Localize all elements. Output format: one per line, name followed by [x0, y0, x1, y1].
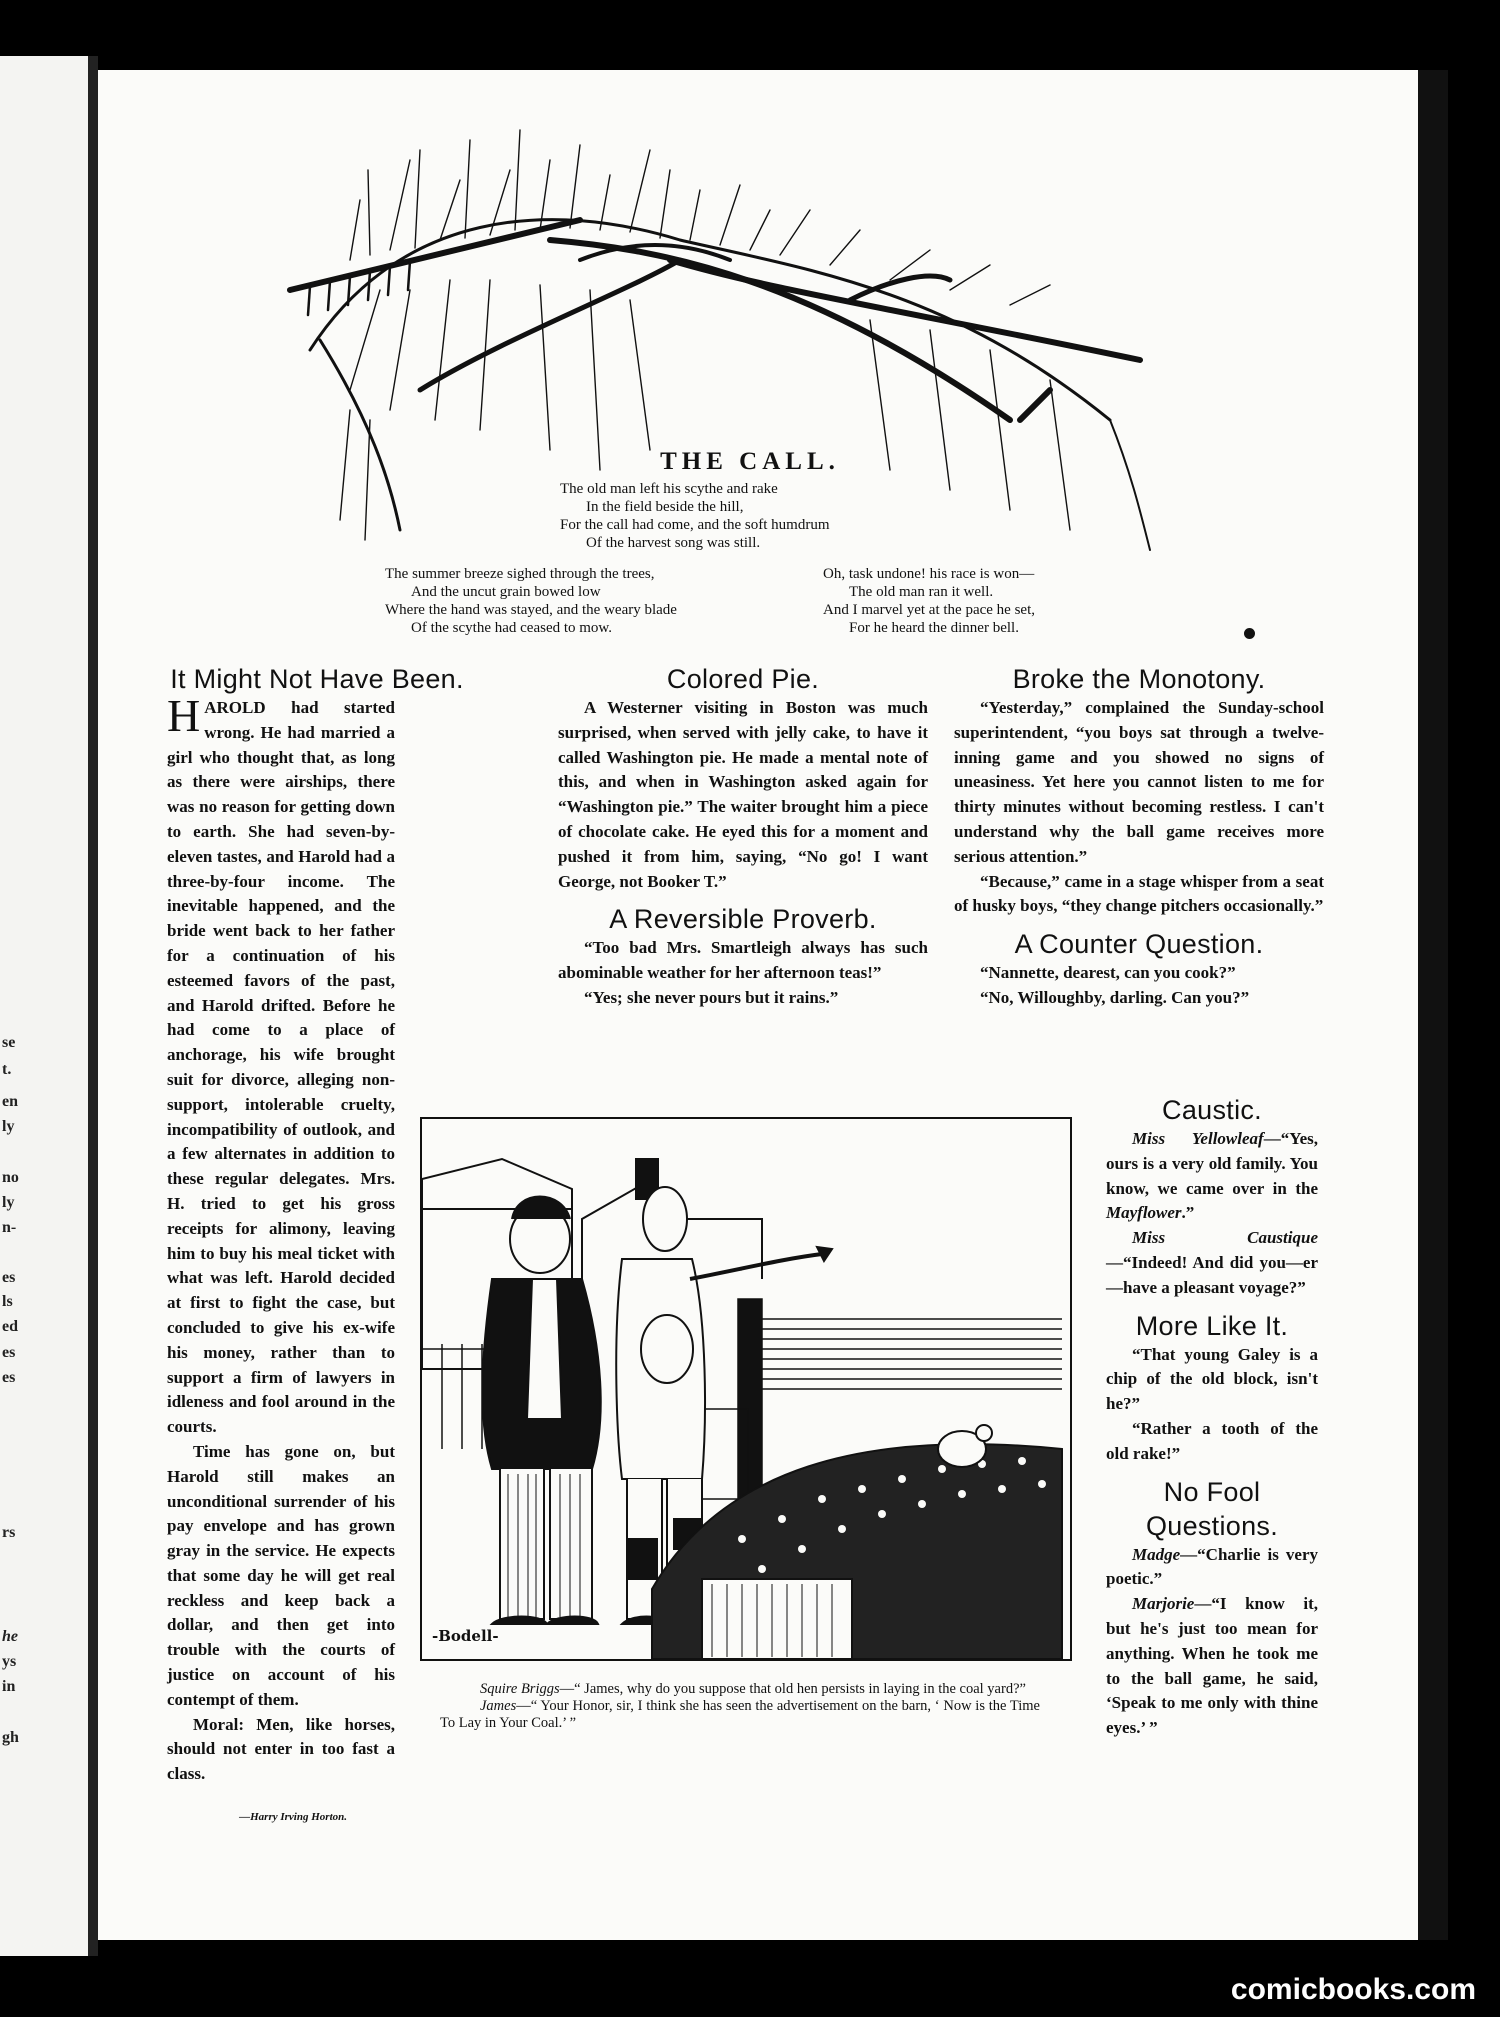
- artist-signature: -Bodell-: [432, 1627, 499, 1645]
- left-fragment: se: [2, 1034, 16, 1051]
- poem-line: For he heard the dinner bell.: [849, 620, 1019, 636]
- poem-line: And I marvel yet at the pace he set,: [823, 602, 1035, 618]
- article-paragraph: A Westerner visiting in Boston was much surprised, when served with jelly cake, to have it called Washington pie. He made a mental note of this, and when in Washington asked again for “Washington pie.” The waiter brought him a piece of chocolate cake. He eyed this for a moment and pushed it from him, saying, “No go! I want George, not Booker T.”: [558, 698, 928, 891]
- article-heading: It Might Not Have Been.: [170, 664, 464, 694]
- article-paragraph: AROLD had started wrong. He had married a girl who thought that, as long as there were airships, there was no reason for getting down to earth. She had seven-by-eleven tastes, and Harold had a three-by-four income. The inevitable happened, and the bride went back to her father for a continuation of his esteemed favors of the past, and Harold drifted. Before he had come to a place of anchorage, his wife brought suit for divorce, alleging non-support, intolerable cruelty, incompatibility of outlook, and a few alternates in addition to these regular delegates. Mrs. H. tried to get his gross receipts for alimony, leaving him to buy his meal ticket with what was left. Harold decided at first to fight the case, but concluded to give his ex-wife his money, rather than to support a firm of lawyers in idleness and fool around in the courts.: [167, 698, 395, 1437]
- dialogue-line: —“Yes, ours is a very old family. You know, we came over in the: [1106, 1129, 1318, 1198]
- article-paragraph: Time has gone on, but Harold still makes an unconditional surrender of his pay envelope and has grown gray in the service. He expects that some day he will get real reckless and keep back a dollar, and then get into trouble with the courts of justice on account of his contempt of them.: [167, 1441, 395, 1709]
- caption-line: —“ James, why do you suppose that old hen persists in laying in the coal yard?”: [559, 1681, 1026, 1697]
- cartoon-illustration: [422, 1119, 1070, 1659]
- poem-line: Oh, task undone! his race is won—: [823, 566, 1035, 582]
- left-fragment: rs: [2, 1524, 16, 1541]
- poem-line: For the call had come, and the soft humdrum: [560, 517, 830, 533]
- column-colored-pie: [558, 662, 928, 1011]
- poem-line: The old man ran it well.: [849, 584, 994, 600]
- speaker-name: Madge: [1132, 1544, 1181, 1564]
- poem-line: And the uncut grain bowed low: [411, 584, 601, 600]
- poem-line: The summer breeze sighed through the trees,: [385, 566, 655, 582]
- site-watermark: comicbooks.com: [1230, 1973, 1476, 2006]
- article-paragraph: “Yesterday,” complained the Sunday-school superintendent, “you boys sat through a twelve-inning game and you showed no signs of uneasiness. Yet here you cannot listen to me for thirty minutes without becoming restless. I can't understand why the ball game receives more serious attention.”: [954, 698, 1324, 866]
- bullet-dot: [1244, 628, 1255, 639]
- dialogue-line: —“Charlie is very poetic.”: [1106, 1544, 1318, 1589]
- speaker-name: Marjorie: [1132, 1594, 1195, 1614]
- left-fragment: es: [2, 1344, 16, 1361]
- cartoon-panel: [420, 1117, 1072, 1661]
- article-paragraph: “Because,” came in a stage whisper from a seat of husky boys, “they change pitchers occasionally.”: [954, 871, 1324, 916]
- poem-lead-stanza: [560, 480, 940, 552]
- left-fragment: ly: [2, 1118, 15, 1135]
- left-fragment: gh: [2, 1729, 19, 1746]
- article-paragraph: “Rather a tooth of the old rake!”: [1106, 1418, 1318, 1463]
- poem-title: THE CALL.: [660, 448, 840, 475]
- article-heading: Caustic.: [1162, 1095, 1262, 1125]
- article-heading: More Like It.: [1135, 1310, 1289, 1341]
- speaker-name: James: [480, 1698, 517, 1714]
- article-heading: A Counter Question.: [1014, 929, 1264, 960]
- left-fragment: ls: [2, 1293, 13, 1310]
- poem-line: Where the hand was stayed, and the weary blade: [385, 602, 677, 618]
- left-fragment: ed: [2, 1318, 18, 1335]
- page-gutter: [88, 56, 98, 1956]
- left-fragment: es: [2, 1369, 16, 1386]
- article-it-might-not-have-been: [167, 690, 395, 1830]
- left-fragment: es: [2, 1269, 16, 1286]
- left-fragment: t.: [2, 1061, 12, 1078]
- article-paragraph: “Nannette, dearest, can you cook?”: [980, 963, 1236, 983]
- drop-cap: H: [167, 690, 201, 741]
- column-it-might-not-have-been: [167, 662, 464, 696]
- column-caustic: [1106, 1093, 1318, 1741]
- left-fragment: he: [2, 1628, 18, 1645]
- article-paragraph: “No, Willoughby, darling. Can you?”: [980, 987, 1250, 1007]
- ship-name: Mayflower: [1106, 1203, 1182, 1223]
- left-fragment: ly: [2, 1194, 15, 1211]
- left-fragment: en: [2, 1093, 18, 1110]
- poem-stanza-left: [385, 565, 677, 637]
- poem-line: In the field beside the hill,: [586, 499, 744, 515]
- page-edge-shadow: [1418, 70, 1448, 1940]
- byline: —Harry Irving Horton.: [239, 1811, 347, 1824]
- speaker-name: Squire Briggs: [480, 1681, 560, 1697]
- article-paragraph: “That young Galey is a chip of the old block, isn't he?”: [1106, 1344, 1318, 1414]
- caption-line: —“ Your Honor, sir, I think she has seen the advertisement on the barn, ‘ Now is the Time To Lay in Your Coal.’ ”: [440, 1698, 1040, 1731]
- column-broke-the-monotony: [954, 662, 1324, 1011]
- dialogue-line: —“I know it, but he's just too mean for anything. When he took me to the ball game, he said, ‘Speak to me only with thine eyes.’ ”: [1106, 1594, 1318, 1738]
- article-heading: A Reversible Proverb.: [609, 904, 877, 935]
- dialogue-line: —“Indeed! And did you—er—have a pleasant voyage?”: [1106, 1252, 1318, 1297]
- article-heading: Broke the Monotony.: [1012, 664, 1266, 694]
- article-paragraph: Moral: Men, like horses, should not enter in too fast a class.: [167, 1714, 395, 1784]
- article-paragraph: “Yes; she never pours but it rains.”: [584, 987, 839, 1007]
- left-fragment: in: [2, 1678, 16, 1695]
- poem-line: The old man left his scythe and rake: [560, 481, 778, 497]
- poem-line: Of the scythe had ceased to mow.: [411, 620, 613, 636]
- speaker-name: Miss Yellowleaf: [1132, 1129, 1264, 1148]
- article-heading: Colored Pie.: [666, 664, 820, 694]
- cartoon-caption: [440, 1681, 1040, 1732]
- dialogue-line: .”: [1181, 1203, 1195, 1223]
- left-fragment: n-: [2, 1219, 17, 1236]
- speaker-name: Miss Caustique: [1132, 1228, 1318, 1248]
- article-paragraph: “Too bad Mrs. Smartleigh always has such abominable weather for her afternoon teas!”: [558, 938, 928, 983]
- article-heading: No Fool Questions.: [1145, 1476, 1279, 1541]
- left-fragment: no: [2, 1169, 19, 1186]
- poem-stanza-right: [823, 565, 1035, 637]
- left-fragment: ys: [2, 1653, 17, 1670]
- poem-line: Of the harvest song was still.: [586, 535, 761, 551]
